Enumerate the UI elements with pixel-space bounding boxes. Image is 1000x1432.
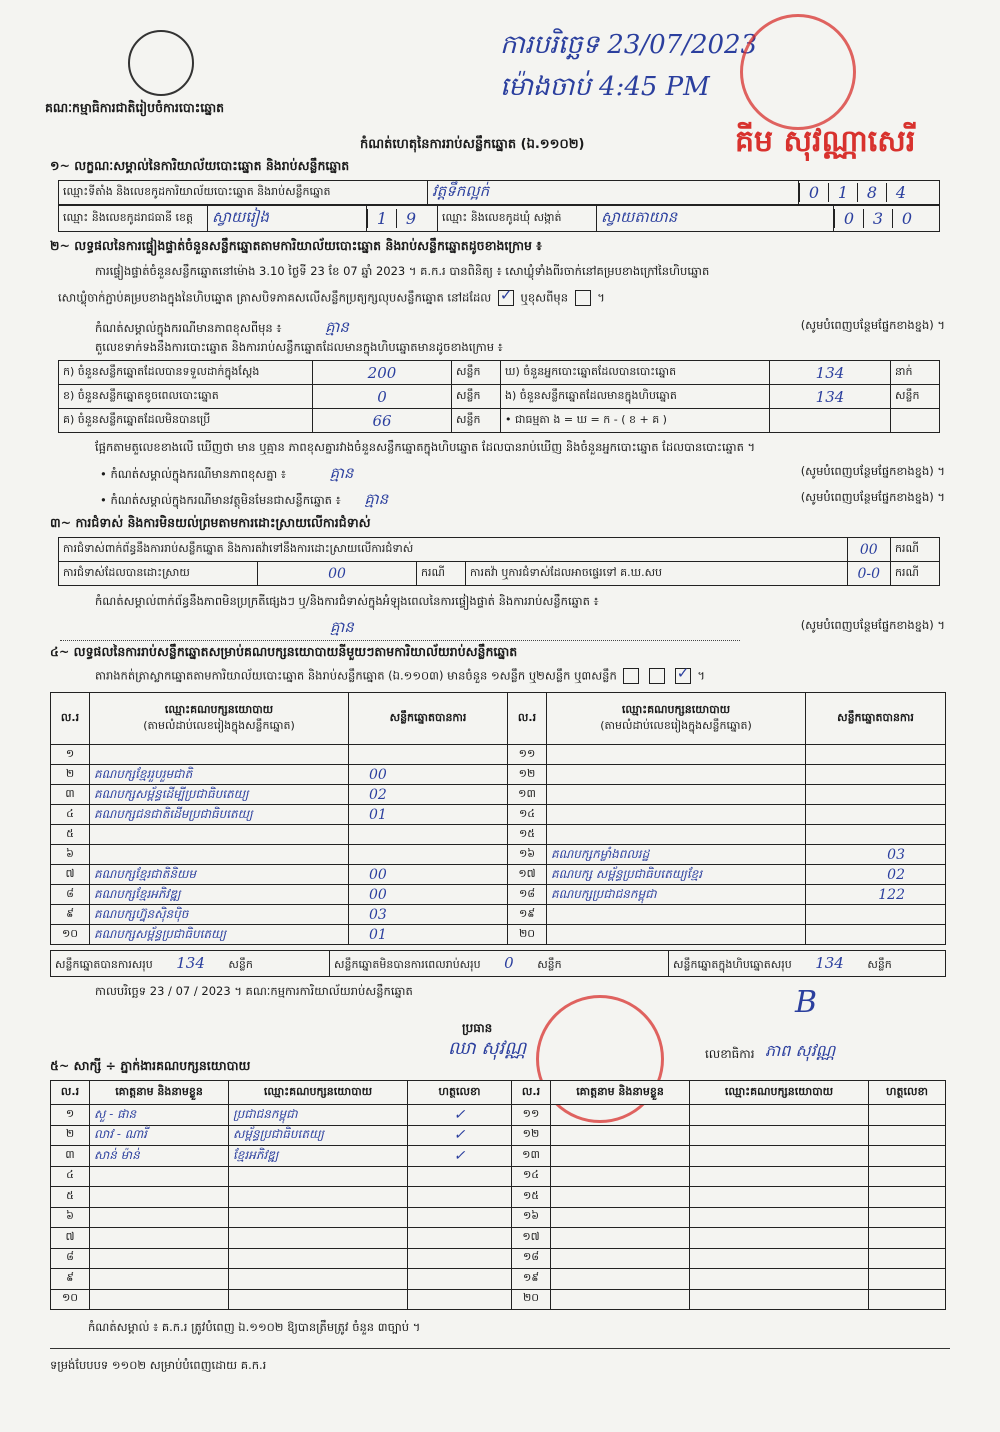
invalid-total-value: 0 — [504, 953, 514, 972]
party-name-2 — [547, 745, 806, 765]
valid-total-value: 134 — [176, 953, 205, 972]
secretary-label: លេខាធិការ — [705, 1047, 755, 1061]
box-total-label: សន្លឹកឆ្នោតក្នុងហិបឆ្នោតសរុប — [673, 957, 792, 971]
one-sheet-checkbox[interactable] — [623, 668, 639, 684]
party-name: គណបក្សខ្មែរអភិវឌ្ឍ — [90, 885, 349, 905]
party-votes-2 — [806, 785, 946, 805]
witness-name-2 — [551, 1125, 690, 1146]
resolved-label: ការជំទាស់ដែលបានដោះស្រាយ — [59, 562, 258, 586]
w-row-number: ៧ — [51, 1228, 90, 1249]
row-number-2: ២០ — [508, 925, 547, 945]
w-col-name: គោត្តនាម និងនាមខ្លួន — [90, 1081, 229, 1105]
row-number: ៦ — [51, 845, 90, 865]
invalid-total-label: សន្លឹកឆ្នោតមិនបានការពេលរាប់សរុប — [334, 957, 481, 971]
figure-value: 66 — [313, 409, 452, 433]
figure-label: ខ) ចំនួនសន្លឹកឆ្នោតខូចពេលបោះឆ្នោត — [59, 385, 313, 409]
tally-sheet-intro: តារាងកត់ត្រាស្លាកឆ្នោតតាមការិយាល័យបោះឆ្នោត និងរាប់សន្លឹកឆ្នោត (ឯ.១១០៣) មានចំនួន ១សន្លឹក ឬ២សន្លឹក ឬ៣សន្លឹក ✓ ។ — [95, 668, 945, 686]
witness-party — [229, 1248, 408, 1269]
witness-party: ខ្មែរអភិវឌ្ឍ — [229, 1146, 408, 1167]
witness-signature: ✓ — [408, 1146, 512, 1167]
witness-name-2 — [551, 1166, 690, 1187]
party-name — [90, 845, 349, 865]
change-note-value: គ្មាន — [325, 318, 349, 336]
party-name-2 — [547, 905, 806, 925]
w-row-number: ៨ — [51, 1248, 90, 1269]
witness-signature — [408, 1166, 512, 1187]
province-value: ស្វាយរៀង — [208, 206, 367, 232]
w-row-number-2: ១២ — [512, 1125, 551, 1146]
witness-name — [90, 1289, 229, 1310]
secretary-sign-mark: B — [795, 985, 818, 1020]
transfer-unit: ករណី — [891, 562, 940, 586]
figure-label-2: ឃ) ចំនួនអ្នកបោះឆ្នោតដែលបានបោះឆ្នោត — [501, 361, 770, 385]
col-party-sub-2: (តាមលំដាប់លេខរៀងក្នុងសន្លឹកឆ្នោត) — [600, 718, 752, 732]
three-sheets-checkbox[interactable] — [675, 668, 691, 684]
results-summary — [50, 950, 946, 977]
w-row-number-2: ១៥ — [512, 1187, 551, 1208]
witness-name-2 — [551, 1248, 690, 1269]
witness-name — [90, 1228, 229, 1249]
witness-party-2 — [690, 1228, 869, 1249]
col-votes: សន្លឹកឆ្នោតបានការ — [349, 693, 508, 745]
section3-title: ៣~ ការជំទាស់ និងការមិនយល់ព្រមតាមការដោះស្រាយលើការជំទាស់ — [50, 515, 371, 530]
table-row — [51, 1289, 946, 1310]
witness-signature — [408, 1269, 512, 1290]
row-number-2: ១៣ — [508, 785, 547, 805]
irregularity-note — [60, 618, 740, 641]
witness-name — [90, 1269, 229, 1290]
row-number-2: ១២ — [508, 765, 547, 785]
w-row-number-2: ១៧ — [512, 1228, 551, 1249]
witness-party — [229, 1187, 408, 1208]
party-name-2 — [547, 765, 806, 785]
w-row-number: ៤ — [51, 1166, 90, 1187]
chair-label: ប្រធាន — [462, 1021, 493, 1035]
verification-para1: ការផ្ទៀងផ្ទាត់ចំនួនសន្លឹកឆ្នោតនៅម៉ោង 3.10 ថ្ងៃទី 23 ខែ 07 ឆ្នាំ 2023 ។ គ.ក.រ បានពិនិត្យ ៖ សោឃ្លុំទាំងពីរចាក់នៅគម្របខាងក្រៅនៃហិបឆ្នោត — [95, 264, 710, 278]
box-total — [669, 951, 946, 977]
foreign-object-suffix: (សូមបំពេញបន្ថែមផ្នែកខាងខ្នង) ។ — [800, 490, 945, 504]
row-number: ២ — [51, 765, 90, 785]
witness-signature-2 — [869, 1289, 946, 1310]
objections-table — [58, 537, 940, 586]
witness-table — [50, 1080, 946, 1310]
valid-total-unit: សន្លឹក — [228, 957, 253, 971]
discrepancy-note-value: គ្មាន — [329, 464, 354, 482]
code-digit: 3 — [863, 209, 892, 228]
foreign-object-value: គ្មាន — [364, 490, 389, 508]
w-col-no: ល.រ — [51, 1081, 90, 1105]
witness-signature — [408, 1289, 512, 1310]
party-votes-2 — [806, 745, 946, 765]
party-name-2 — [547, 805, 806, 825]
official-stamp-icon — [740, 14, 856, 130]
section1-table-row2 — [58, 205, 940, 232]
code-digit: 0 — [834, 209, 863, 228]
col-no: ល.រ — [51, 693, 90, 745]
party-votes-2: 02 — [806, 865, 946, 885]
table-row — [51, 745, 946, 765]
irregularity-note-suffix: (សូមបំពេញបន្ថែមផ្នែកខាងខ្នង) ។ — [800, 618, 945, 632]
party-votes-2 — [806, 765, 946, 785]
w-col-sign-2: ហត្ថលេខា — [869, 1081, 946, 1105]
w-col-sign: ហត្ថលេខា — [408, 1081, 512, 1105]
witness-signature-2 — [869, 1207, 946, 1228]
w-col-name-2: គោត្តនាម និងនាមខ្លួន — [551, 1081, 690, 1105]
party-votes-2: 122 — [806, 885, 946, 905]
witness-name — [90, 1187, 229, 1208]
row-number-2: ១៥ — [508, 825, 547, 845]
section1-table — [58, 180, 940, 205]
transfer-label: ការតវ៉ា ឬការជំទាស់ដែលអាចផ្ទេរទៅ គ.ឃ.សប — [466, 562, 848, 586]
footer-note: កំណត់សម្គាល់ ៖ គ.ក.រ ត្រូវបំពេញ ឯ.១១០២ ឱ្យបានត្រឹមត្រូវ ចំនួន ៣ច្បាប់ ។ — [88, 1320, 421, 1334]
ballot-figures-table — [58, 360, 940, 433]
party-name — [90, 745, 349, 765]
discrepancy-note-suffix: (សូមបំពេញបន្ថែមផ្នែកខាងខ្នង) ។ — [800, 464, 945, 478]
org-name: គណៈកម្មាធិការជាតិរៀបចំការបោះឆ្នោត — [45, 100, 225, 115]
table-row — [51, 905, 946, 925]
discrepancy-note-label: • កំណត់សម្គាល់ក្នុងករណីមានភាពខុសគ្នា ៖ — [100, 467, 286, 481]
table-row — [51, 925, 946, 945]
row-number-2: ១១ — [508, 745, 547, 765]
w-row-number-2: ២០ — [512, 1289, 551, 1310]
change-note-label: កំណត់សម្គាល់ក្នុងករណីមានភាពខុសពីមុន ៖ — [95, 321, 282, 335]
section2-title: ២~ លទ្ធផលនៃការផ្ទៀងផ្ទាត់ចំនួនសន្លឹកឆ្នោតតាមការិយាល័យបោះឆ្នោត និងរាប់សន្លឹកឆ្នោតដូចខាងក្រោម ៖ — [50, 238, 542, 253]
party-name-2 — [547, 825, 806, 845]
transfer-value: 0-0 — [847, 562, 890, 586]
section5-title: ៥~ សាក្សី ÷ ភ្នាក់ងារគណបក្សនយោបាយ — [50, 1058, 251, 1073]
figure-row — [59, 409, 940, 433]
witness-name: លាវ - ណារី — [90, 1125, 229, 1146]
w-row-number-2: ១១ — [512, 1105, 551, 1126]
party-name-2 — [547, 925, 806, 945]
party-name-2 — [547, 785, 806, 805]
party-votes: 03 — [349, 905, 508, 925]
figure-label: ក) ចំនួនសន្លឹកឆ្នោតដែលបានទទួលដាក់ក្នុងស្តែង — [59, 361, 313, 385]
figure-value-2: 134 — [770, 361, 891, 385]
witness-signature: ✓ — [408, 1125, 512, 1146]
discrepancy-note — [100, 464, 945, 486]
figure-value: 200 — [313, 361, 452, 385]
row-number-2: ១៤ — [508, 805, 547, 825]
section4-title: ៤~ លទ្ធផលនៃការរាប់សន្លឹកឆ្នោតសម្រាប់គណបក្សនយោបាយនីមួយៗតាមការិយាល័យរាប់សន្លឹកឆ្នោត — [50, 644, 518, 659]
witness-party — [229, 1207, 408, 1228]
witness-party — [229, 1289, 408, 1310]
changed-label: ឬខុសពីមុន — [520, 290, 568, 305]
witness-signature-2 — [869, 1146, 946, 1167]
commune-label: ឈ្មោះ និងលេខកូដឃុំ សង្កាត់ — [438, 206, 597, 232]
witness-party-2 — [690, 1187, 869, 1208]
results-date-line: កាលបរិច្ឆេទ 23 / 07 / 2023 ។ គណៈកម្មការការិយាល័យរាប់សន្លឹកឆ្នោត — [95, 984, 413, 998]
party-votes — [349, 825, 508, 845]
figure-label-2: ង) ចំនួនសន្លឹកឆ្នោតដែលមានក្នុងហិបឆ្នោត — [501, 385, 770, 409]
code-digit: 0 — [799, 183, 828, 202]
table-row — [51, 1228, 946, 1249]
witness-party-2 — [690, 1105, 869, 1126]
row-number-2: ១៧ — [508, 865, 547, 885]
figures-intro: តួលេខទាក់ទងនឹងការបោះឆ្នោត និងការរាប់សន្លឹកឆ្នោតដែលមានក្នុងហិបឆ្នោតមានដូចខាងក្រោម ៖ — [95, 340, 503, 354]
witness-name — [90, 1207, 229, 1228]
witness-header-row — [51, 1081, 946, 1105]
figure-unit-2 — [891, 409, 940, 433]
witness-signature-2 — [869, 1187, 946, 1208]
location-label: ឈ្មោះទីតាំង និងលេខកូដការិយាល័យបោះឆ្នោត និងរាប់សន្លឹកឆ្នោត — [59, 181, 428, 205]
col-party-title: ឈ្មោះគណបក្សនយោបាយ — [164, 702, 274, 716]
witness-party: សម្ព័ន្ធប្រជាធិបតេយ្យ — [229, 1125, 408, 1146]
table-row — [51, 765, 946, 785]
party-name: គណបក្សសម្ព័ន្ធដើម្បីប្រជាធិបតេយ្យ — [90, 785, 349, 805]
row-number: ៩ — [51, 905, 90, 925]
w-row-number: ៦ — [51, 1207, 90, 1228]
resolved-unit: ករណី — [417, 562, 466, 586]
row-number: ៨ — [51, 885, 90, 905]
figure-row — [59, 361, 940, 385]
invalid-total-unit: សន្លឹក — [537, 957, 562, 971]
figure-value-2: 134 — [770, 385, 891, 409]
w-row-number-2: ១៤ — [512, 1166, 551, 1187]
witness-signature — [408, 1187, 512, 1208]
objection-label: ការជំទាស់ពាក់ព័ន្ធនឹងការរាប់សន្លឹកឆ្នោត និងការតវ៉ាទៅនឹងការដោះស្រាយលើការជំទាស់ — [59, 538, 848, 562]
invalid-total — [330, 951, 669, 977]
w-col-no-2: ល.រ — [512, 1081, 551, 1105]
table-row — [51, 1105, 946, 1126]
party-name: គណបក្សជនជាតិដើមប្រជាធិបតេយ្យ — [90, 805, 349, 825]
table-row — [51, 1269, 946, 1290]
figure-unit: សន្លឹក — [452, 409, 501, 433]
province-label: ឈ្មោះ និងលេខកូដរាជធានី ខេត្ត — [59, 206, 208, 232]
change-note — [95, 318, 945, 340]
table-row — [51, 825, 946, 845]
w-row-number: ២ — [51, 1125, 90, 1146]
irregularity-note-value: គ្មាន — [330, 618, 354, 636]
row-number: ៣ — [51, 785, 90, 805]
commune-code — [834, 206, 940, 232]
party-results-table — [50, 692, 946, 945]
witness-signature-2 — [869, 1248, 946, 1269]
witness-name — [90, 1166, 229, 1187]
party-name: គណបក្សខ្មែររួបរួមជាតិ — [90, 765, 349, 785]
w-col-party-2: ឈ្មោះគណបក្សនយោបាយ — [690, 1081, 869, 1105]
party-votes-2 — [806, 825, 946, 845]
w-row-number-2: ១៦ — [512, 1207, 551, 1228]
code-digit: 1 — [367, 209, 396, 228]
code-digit: 9 — [396, 209, 425, 228]
valid-total-label: សន្លឹកឆ្នោតបានការសរុប — [55, 957, 153, 971]
party-votes — [349, 745, 508, 765]
party-name-2: គណបក្សកម្លាំងពលរដ្ឋ — [547, 845, 806, 865]
secretary-signature: ភាព សុវណ្ណ — [765, 1041, 836, 1060]
table-row — [51, 1187, 946, 1208]
party-votes-2 — [806, 805, 946, 825]
w-col-party: ឈ្មោះគណបក្សនយោបាយ — [229, 1081, 408, 1105]
witness-party — [229, 1269, 408, 1290]
handwritten-time: ម៉ោងចាប់ 4:45 PM — [500, 72, 710, 102]
witness-name — [90, 1248, 229, 1269]
table-row — [51, 785, 946, 805]
party-name-2: គណបក្សប្រជាជនកម្ពុជា — [547, 885, 806, 905]
witness-name-2 — [551, 1228, 690, 1249]
w-row-number-2: ១៩ — [512, 1269, 551, 1290]
party-votes: 02 — [349, 785, 508, 805]
row-number: ១០ — [51, 925, 90, 945]
valid-total — [51, 951, 330, 977]
witness-signature — [408, 1248, 512, 1269]
code-digit: 1 — [828, 183, 857, 202]
party-votes: 00 — [349, 765, 508, 785]
party-votes: 01 — [349, 925, 508, 945]
witness-signature-2 — [869, 1228, 946, 1249]
witness-party — [229, 1166, 408, 1187]
figure-row — [59, 385, 940, 409]
objection-value: 00 — [847, 538, 890, 562]
objection-unit: ករណី — [891, 538, 940, 562]
witness-party-2 — [690, 1125, 869, 1146]
table-row — [51, 1207, 946, 1228]
row-number-2: ១៨ — [508, 885, 547, 905]
col-party-2 — [547, 693, 806, 745]
figure-value: 0 — [313, 385, 452, 409]
table-row — [51, 805, 946, 825]
w-row-number: ១០ — [51, 1289, 90, 1310]
witness-signature-2 — [869, 1166, 946, 1187]
w-row-number-2: ១៨ — [512, 1248, 551, 1269]
province-code — [367, 206, 438, 232]
witness-signature-2 — [869, 1269, 946, 1290]
table-row — [51, 865, 946, 885]
witness-party-2 — [690, 1207, 869, 1228]
w-row-number: ១ — [51, 1105, 90, 1126]
party-name — [90, 825, 349, 845]
figure-unit-2: សន្លឹក — [891, 385, 940, 409]
footer-divider — [50, 1348, 950, 1349]
table-row — [51, 845, 946, 865]
form-reference: ទម្រង់បែបបទ ១១០២ សម្រាប់បំពេញដោយ គ.ក.រ — [50, 1358, 267, 1372]
verification-para2: សោឃ្លុំចាក់ភ្ជាប់គម្របខាងក្នុងនៃហិបឆ្នោត ត្រាសបិទភាគសលើសន្លឹកប្រត្យក្សលុបសន្លឹកឆ្នោត នៅដដែល ✓ ឬខុសពីមុន ។ — [58, 290, 945, 308]
para2-text: សោឃ្លុំចាក់ភ្ជាប់គម្របខាងក្នុងនៃហិបឆ្នោត ត្រាសបិទភាគសលើសន្លឹកប្រត្យក្សលុបសន្លឹកឆ្នោត នៅដដែល — [58, 290, 492, 305]
witness-party-2 — [690, 1269, 869, 1290]
col-no-2: ល.រ — [508, 693, 547, 745]
row-number: ៥ — [51, 825, 90, 845]
party-votes-2: 03 — [806, 845, 946, 865]
form-title: កំណត់ហេតុនៃការរាប់សន្លឹកឆ្នោត (ឯ.១១០២) — [360, 137, 585, 152]
row-number-2: ១៩ — [508, 905, 547, 925]
row-number: ៧ — [51, 865, 90, 885]
location-code — [799, 181, 940, 205]
witness-name: សាន់ ម៉ាន់ — [90, 1146, 229, 1167]
witness-name-2 — [551, 1269, 690, 1290]
witness-party-2 — [690, 1289, 869, 1310]
handwritten-date: ការបរិច្ឆេទ 23/07/2023 — [500, 30, 758, 60]
witness-signature — [408, 1228, 512, 1249]
commune-value: ស្វាយតាយាន — [597, 206, 834, 232]
witness-name-2 — [551, 1146, 690, 1167]
box-total-value: 134 — [815, 953, 844, 972]
foreign-object-label: • កំណត់សម្គាល់ក្នុងករណីមានវត្ថុមិនមែនជាសន្លឹកឆ្នោត ៖ — [100, 493, 341, 507]
change-note-suffix: (សូមបំពេញបន្ថែមផ្នែកខាងខ្នង) ។ — [800, 318, 945, 332]
party-votes-2 — [806, 925, 946, 945]
witness-party-2 — [690, 1146, 869, 1167]
witness-signature — [408, 1207, 512, 1228]
figure-unit: សន្លឹក — [452, 361, 501, 385]
party-votes: 00 — [349, 885, 508, 905]
witness-signature-2 — [869, 1125, 946, 1146]
witness-party-2 — [690, 1248, 869, 1269]
witness-party — [229, 1228, 408, 1249]
figure-unit-2: នាក់ — [891, 361, 940, 385]
witness-signature: ✓ — [408, 1105, 512, 1126]
witness-name-2 — [551, 1289, 690, 1310]
witness-name-2 — [551, 1105, 690, 1126]
table-row — [51, 1248, 946, 1269]
box-total-unit: សន្លឹក — [867, 957, 892, 971]
signer-name: គីម សុវណ្ណាសេរី — [735, 124, 916, 159]
party-name: គណបក្សហ្វ៊ុនស៊ិនប៉ិច — [90, 905, 349, 925]
w-row-number: ៥ — [51, 1187, 90, 1208]
witness-name-2 — [551, 1207, 690, 1228]
code-digit: 0 — [892, 209, 921, 228]
code-digit: 4 — [886, 183, 915, 202]
col-party-title-2: ឈ្មោះគណបក្សនយោបាយ — [621, 702, 731, 716]
table-row — [51, 1146, 946, 1167]
discrepancy-check: ផ្អែកតាមតួលេខខាងលើ ឃើញថា មាន ឬគ្មាន ភាពខុសគ្នារវាងចំនួនសន្លឹកឆ្នោតក្នុងហិបឆ្នោត ដែលបានរាប់ឃើញ និងចំនួនអ្នកបោះឆ្នោត ដែលបានបោះឆ្នោត ។ — [95, 440, 756, 454]
section1-title: ១~ លក្ខណៈសម្គាល់នៃការិយាល័យបោះឆ្នោត និងរាប់សន្លឹកឆ្នោត — [50, 158, 350, 173]
w-row-number: ៣ — [51, 1146, 90, 1167]
witness-party: ប្រជាជនកម្ពុជា — [229, 1105, 408, 1126]
tally-sheet-text: តារាងកត់ត្រាស្លាកឆ្នោតតាមការិយាល័យបោះឆ្នោត និងរាប់សន្លឹកឆ្នោត (ឯ.១១០៣) មានចំនួន ១សន្លឹក ឬ២សន្លឹក ឬ៣សន្លឹក — [95, 668, 617, 683]
party-name: គណបក្សខ្មែរជាតិនិយម — [90, 865, 349, 885]
figure-value-2 — [770, 409, 891, 433]
col-party-sub: (តាមលំដាប់លេខរៀងក្នុងសន្លឹកឆ្នោត) — [143, 718, 295, 732]
two-sheets-checkbox[interactable] — [649, 668, 665, 684]
witness-name: សួ - ផាន — [90, 1105, 229, 1126]
table-row — [51, 1166, 946, 1187]
same-checkbox[interactable] — [498, 290, 514, 306]
w-row-number-2: ១៣ — [512, 1146, 551, 1167]
w-row-number: ៩ — [51, 1269, 90, 1290]
col-votes-2: សន្លឹកឆ្នោតបានការ — [806, 693, 946, 745]
irregularity-note-label: កំណត់សម្គាល់ពាក់ព័ន្ធនឹងភាពមិនប្រក្រតីផ្សេងៗ ឬ/និងការជំទាស់ក្នុងអំឡុងពេលនៃការផ្ទៀងផ្ទាត់ និងការរាប់សន្លឹកឆ្នោត ៖ — [95, 594, 599, 608]
results-header-row — [51, 693, 946, 745]
witness-party-2 — [690, 1166, 869, 1187]
chair-signature: ឈា សុវណ្ណ — [448, 1038, 527, 1059]
party-votes — [349, 845, 508, 865]
row-number: ៤ — [51, 805, 90, 825]
party-name-2: គណបក្ស សម្ព័ន្ធប្រជាធិបតេយ្យខ្មែរ — [547, 865, 806, 885]
figure-label: គ) ចំនួនសន្លឹកឆ្នោតដែលមិនបានប្រើ — [59, 409, 313, 433]
code-digit: 8 — [857, 183, 886, 202]
witness-name-2 — [551, 1187, 690, 1208]
location-value: វត្តទឹកល្អក់ — [428, 181, 799, 205]
row-number: ១ — [51, 745, 90, 765]
table-row — [51, 1125, 946, 1146]
witness-signature-2 — [869, 1105, 946, 1126]
resolved-value: 00 — [258, 562, 417, 586]
foreign-object-note — [100, 490, 945, 512]
table-row — [51, 885, 946, 905]
changed-checkbox[interactable] — [575, 290, 591, 306]
col-party — [90, 693, 349, 745]
row-number-2: ១៦ — [508, 845, 547, 865]
party-votes: 00 — [349, 865, 508, 885]
party-votes-2 — [806, 905, 946, 925]
nec-logo-icon — [128, 30, 194, 96]
party-votes: 01 — [349, 805, 508, 825]
party-name: គណបក្សសម្ព័ន្ធប្រជាធិបតេយ្យ — [90, 925, 349, 945]
figure-label-2: • ជាធម្មតា ង = ឃ = ក - ( ខ + គ ) — [501, 409, 770, 433]
figure-unit: សន្លឹក — [452, 385, 501, 409]
